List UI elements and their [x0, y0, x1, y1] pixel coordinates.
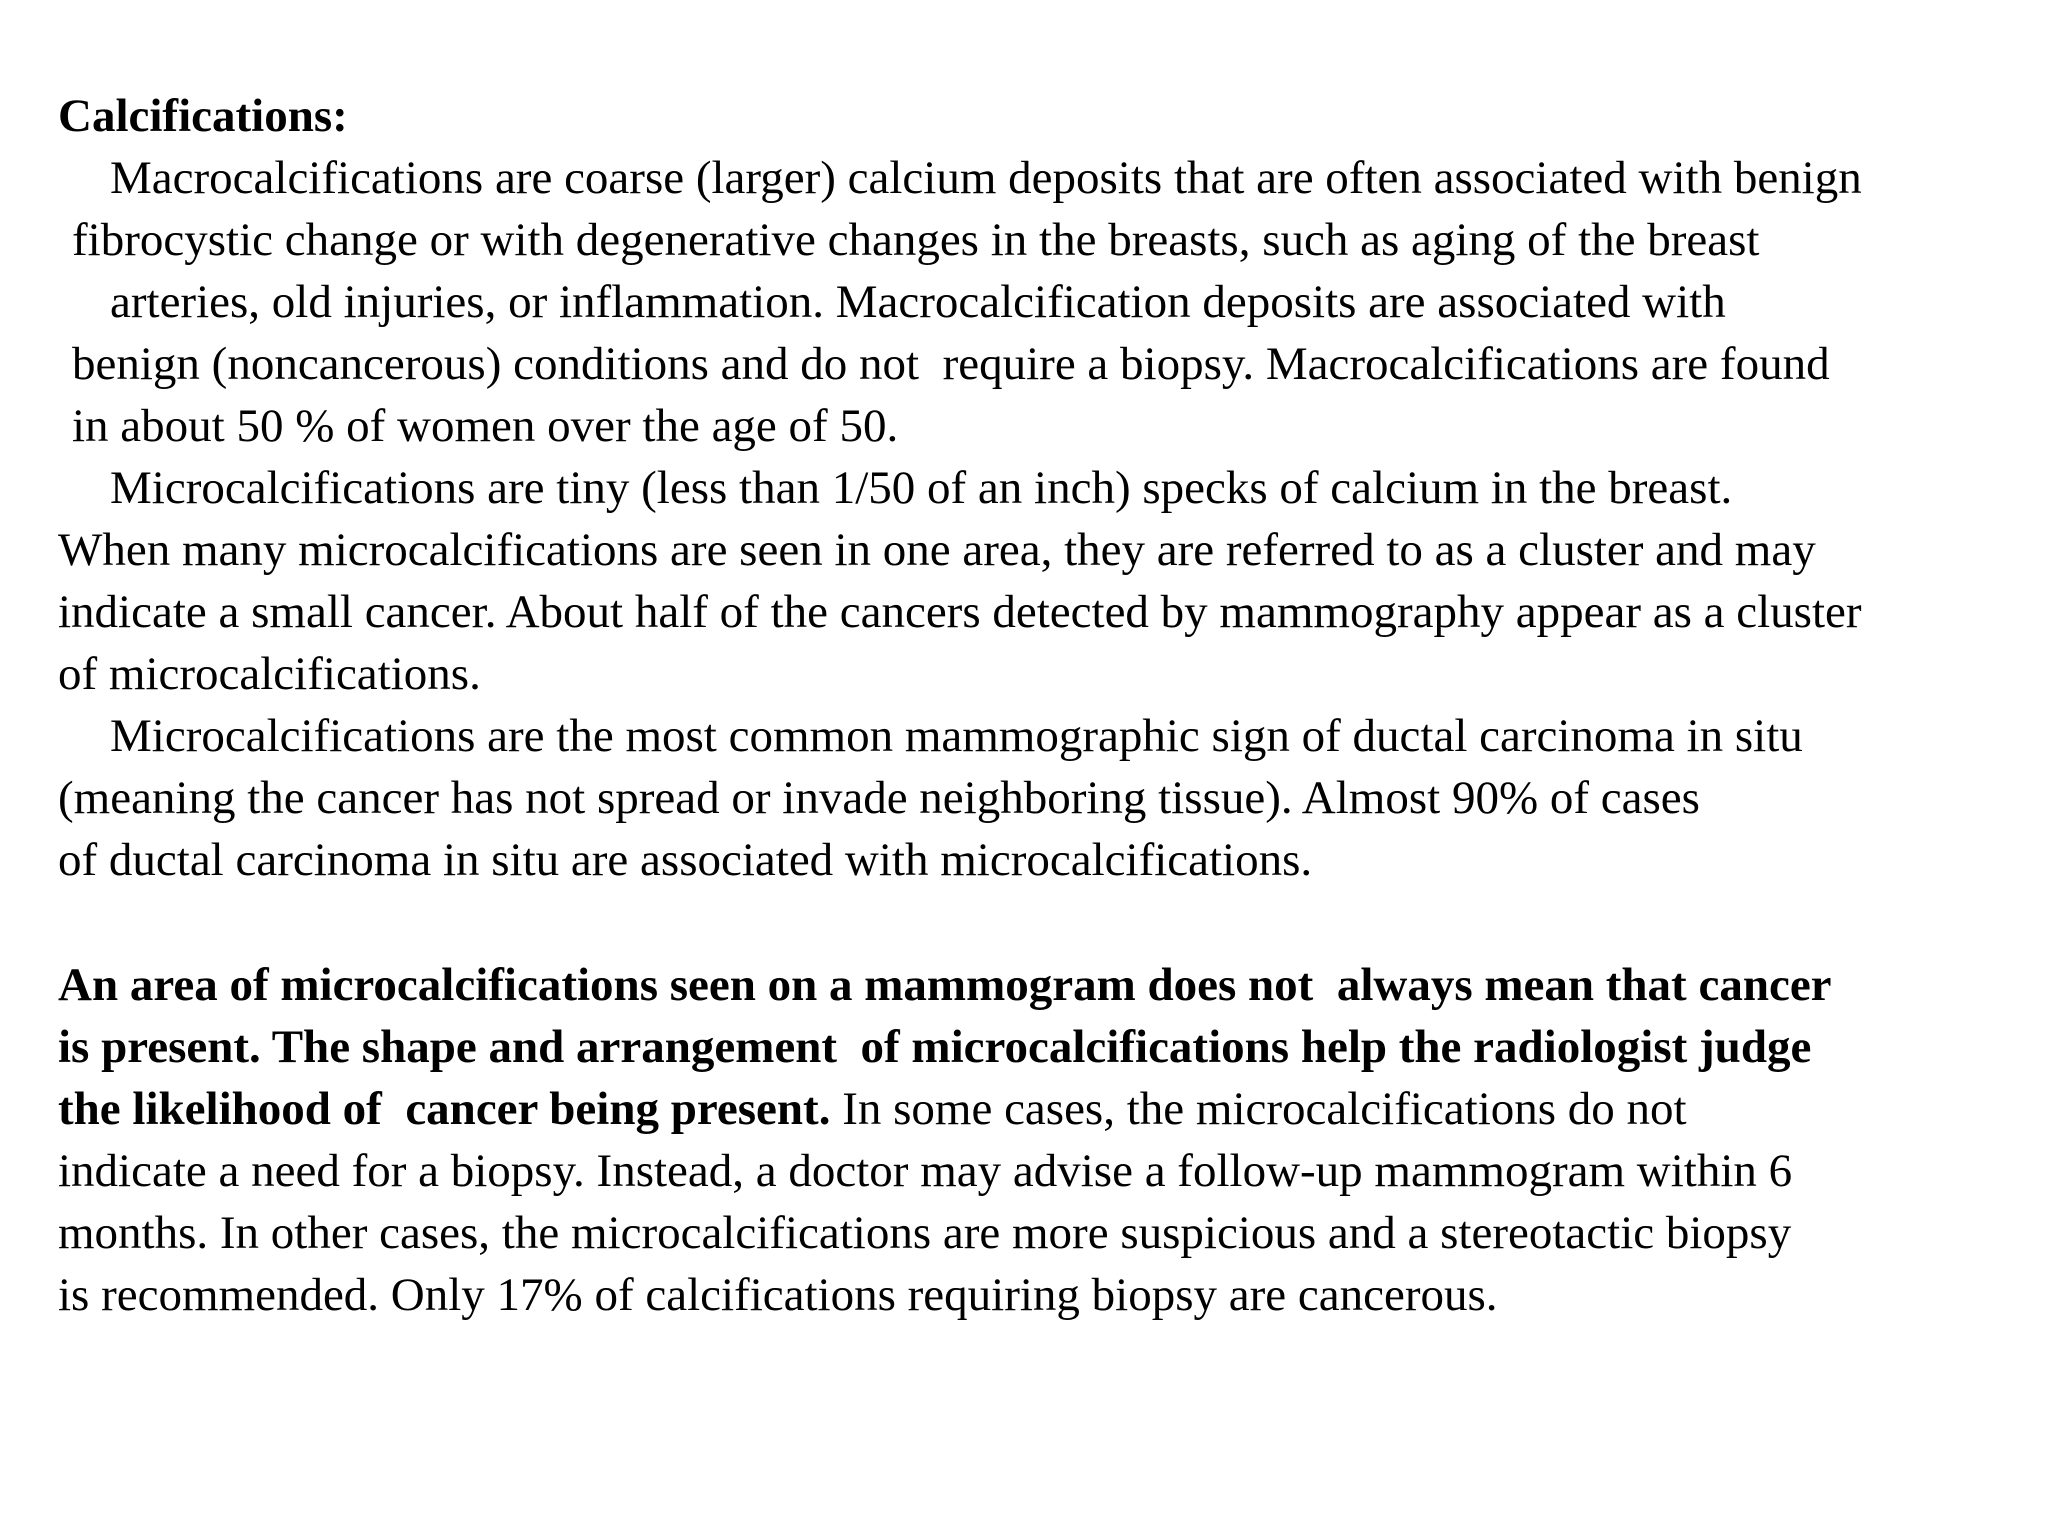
paragraph-1-line-4: benign (noncancerous) conditions and do not require a biopsy. Macrocalcifications are found	[72, 338, 1830, 390]
paragraph-1-line-3: arteries, old injuries, or inflammation. Macrocalcification deposits are associated with	[110, 276, 1726, 328]
final-paragraph-mixed-line	[58, 1078, 1687, 1140]
paragraph-2-line-1: Microcalcifications are tiny (less than 1/50 of an inch) specks of calcium in the breast.	[110, 462, 1733, 514]
document-heading: Calcifications:	[58, 90, 348, 142]
paragraph-1-line-5: in about 50 % of women over the age of 50.	[72, 400, 899, 452]
final-paragraph-line-4: indicate a need for a biopsy. Instead, a doctor may advise a follow-up mammogram within 6	[58, 1145, 1793, 1197]
paragraph-1-line-2: fibrocystic change or with degenerative changes in the breasts, such as aging of the breast	[72, 214, 1760, 266]
final-paragraph-bold-line-1: An area of microcalcifications seen on a mammogram does not always mean that cancer	[58, 959, 1832, 1011]
final-paragraph-mixed-bold-text: the likelihood of cancer being present.	[58, 1083, 831, 1135]
paragraph-3-line-1: Microcalcifications are the most common mammographic sign of ductal carcinoma in situ	[110, 710, 1803, 762]
final-paragraph-bold-line-2: is present. The shape and arrangement of microcalcifications help the radiologist judge	[58, 1021, 1812, 1073]
paragraph-3-line-2: (meaning the cancer has not spread or invade neighboring tissue). Almost 90% of cases	[58, 772, 1700, 824]
paragraph-2-line-3: indicate a small cancer. About half of the cancers detected by mammography appear as a cluster	[58, 586, 1862, 638]
paragraph-2-line-2: When many microcalcifications are seen in one area, they are referred to as a cluster and may	[58, 524, 1816, 576]
paragraph-1-line-1: Macrocalcifications are coarse (larger) calcium deposits that are often associated with benign	[110, 152, 1862, 204]
final-paragraph-line-6: is recommended. Only 17% of calcifications requiring biopsy are cancerous.	[58, 1269, 1498, 1321]
final-paragraph-line-5: months. In other cases, the microcalcifications are more suspicious and a stereotactic biopsy	[58, 1207, 1792, 1259]
final-paragraph-mixed-regular-text: In some cases, the microcalcifications do not	[830, 1083, 1687, 1135]
paragraph-2-line-4: of microcalcifications.	[58, 648, 481, 700]
paragraph-3-line-3: of ductal carcinoma in situ are associated with microcalcifications.	[58, 834, 1313, 886]
